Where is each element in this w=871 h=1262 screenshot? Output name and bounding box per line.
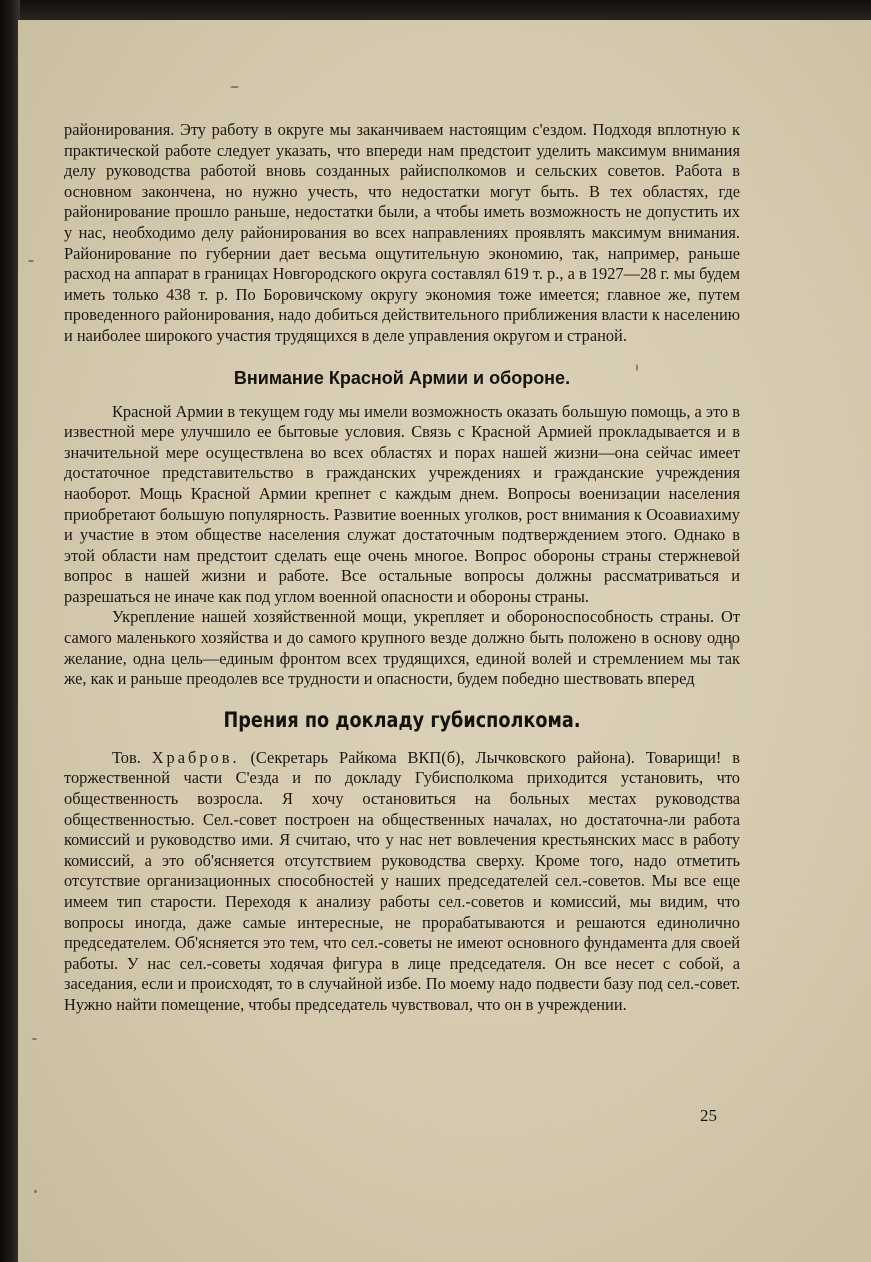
paper-speck	[28, 260, 34, 262]
paper-speck	[34, 1190, 37, 1193]
book-spine	[0, 0, 20, 1262]
army-paragraph-1: Красной Армии в текущем году мы имели возможность оказать большую помощь, а это в известной мере улучшило ее бытовые условия. Связь с Красной Армией прокладывается и в значительной мере осуществлена во всех областях и порах нашей жизни—она сейчас имеет достаточное представительство в гражданских учреждениях и гражданские учреждения наоборот. Мощь Красной Армии крепнет с каждым днем. Вопросы военизации населения приобретают большую популярность. Развитие военных уголков, рост внимания к Осоавиахиму и участие в этом обществе населения служат достаточным подтверждением этого. Однако в этой области нам предстоит сделать еще очень многое. Вопрос обороны страны стержневой вопрос в нашей жизни и работе. Все остальные вопросы должны рассматриваться и разрешаться не иначе как под углом военной опасности и обороны страны.	[64, 401, 740, 606]
scan-top-edge	[0, 0, 871, 22]
page-text-column	[64, 120, 740, 1016]
section-heading-debate: Прения по докладу губисполкома.	[223, 707, 581, 732]
page-number: 25	[700, 1106, 717, 1125]
intro-paragraph: районирования. Эту работу в округе мы заканчиваем настоящим с'ездом. Подходя вплотную к практической работе следует указать, что впереди нам предстоит уделить максимум внимания делу руководства работой вновь созданных райисполкомов и сельских советов. Работа в основном закончена, но нужно учесть, что недостатки могут быть. В тех областях, где районирование прошло раньше, недостатки были, а чтобы иметь возможность не допустить их у нас, необходимо делу районирования во всех направлениях проявлять максимум внимания. Районирование по губернии дает весьма ощутительную экономию, так, например, раньше расход на аппарат в границах Новгородского округа составлял 619 т. р., а в 1927—28 г. мы будем иметь только 438 т. р. По Боровичскому округу экономия тоже имеется; главное же, путем проведенного районирования, надо добиться действительного приближения власти к населению и наиболее широкого участия трудящихся в деле управления округом и страной.	[64, 120, 740, 345]
section-heading-army: Внимание Красной Армии и обороне.	[233, 367, 571, 388]
speaker-prefix: Тов.	[112, 747, 141, 767]
debate-text: (Секретарь Райкома ВКП(б), Лычковского района). Товарищи! в торжественной части С'езда и по докладу Губисполкома приходится установить, что общественность возросла. Я хочу остановиться на больных местах руководства общественностью. Сел.-совет построен на общественных началах, но достаточна-ли работа комиссий и руководство ими. Я считаю, что у нас нет вовлечения крестьянских масс в работу комиссий, а это об'ясняется отсутствием руководства сверху. Кроме того, надо отметить отсутствие организационных способностей у наших председателей сел.-советов. Мы все еще имеем тип старости. Переходя к анализу работы сел.-советов и комиссий, мы видим, что вопросы иногда, даже самые интересные, не прорабатываются и решаются единолично председателем. Об'ясняется это тем, что сел.-советы не имеют основного фундамента для своей работы. У нас сел.-советы ходячая фигура в лице председателя. Он все несет с собой, а заседания, если и происходят, то в случайной избе. По моему надо подвести базу под сел.-совет. Нужно найти помещение, чтобы председатель чувствовал, что он в учреждении.	[64, 747, 740, 1014]
paper-speck	[230, 86, 239, 88]
army-paragraph-2: Укрепление нашей хозяйственной мощи, укрепляет и обороноспособность страны. От самого маленького хозяйства и до самого крупного везде должно быть положено в основу одно желание, одна цель—единым фронтом всех трудящихся, единой волей и стремлением мы так же, как и раньше преодолев все трудности и опасности, будем победно шествовать вперед	[64, 607, 740, 689]
speaker-name: Храбров.	[151, 747, 240, 767]
paper-speck	[32, 1038, 37, 1040]
debate-paragraph	[64, 748, 740, 1016]
